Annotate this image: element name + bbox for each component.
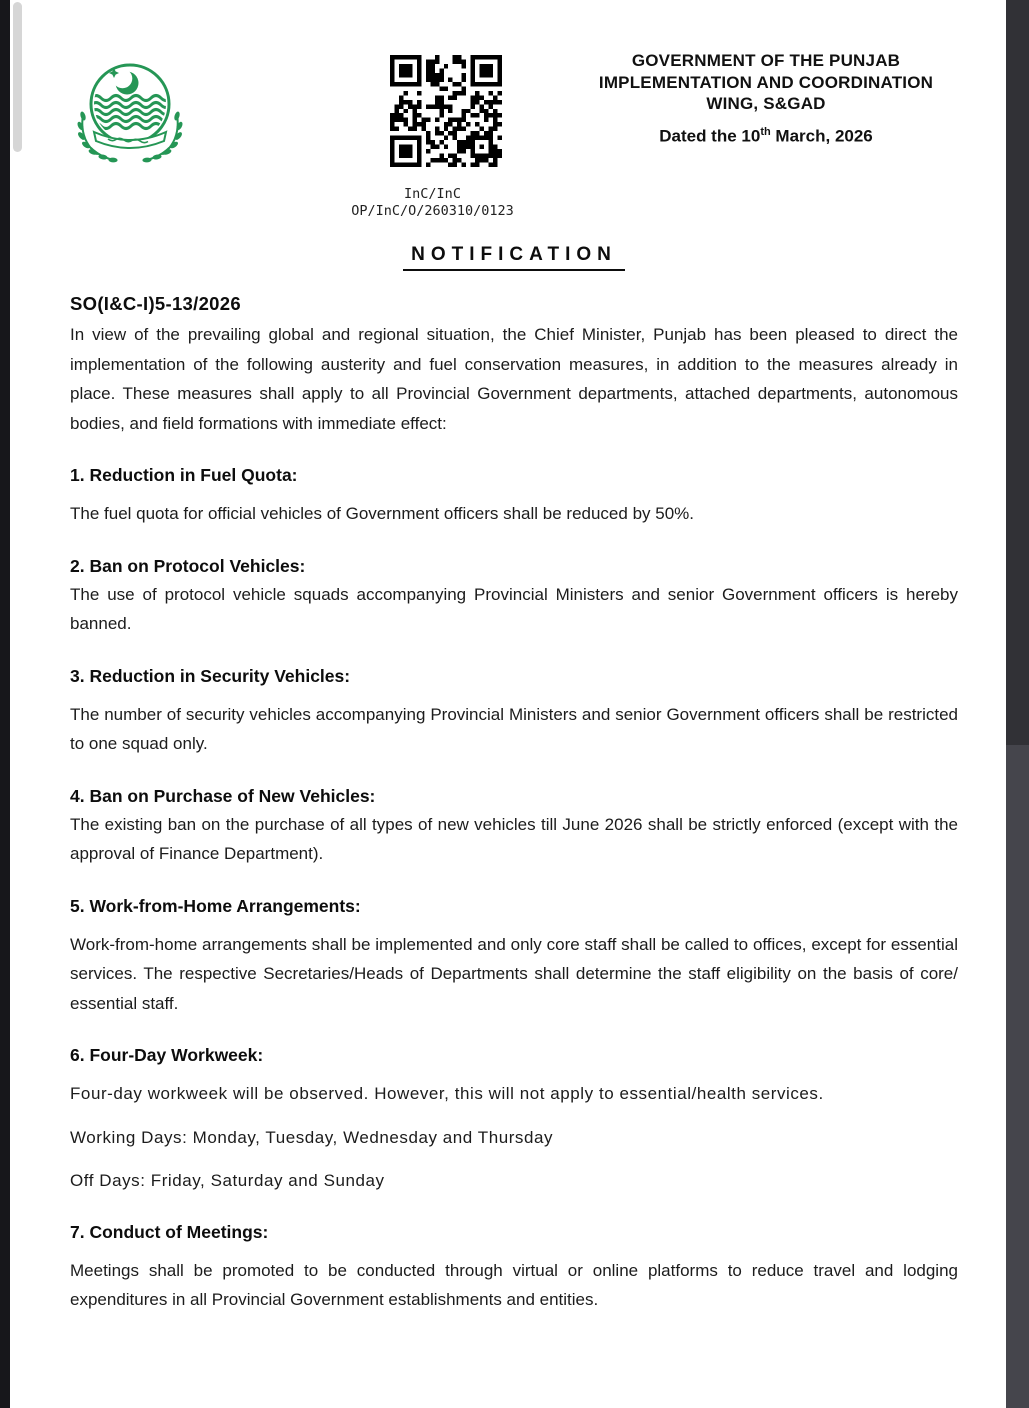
- punjab-government-emblem-logo: [63, 56, 197, 168]
- notification-body: [70, 244, 958, 1315]
- qr-code: [390, 55, 502, 167]
- section-body: Work-from-home arrangements shall be implemented and only core staff shall be called to offices, except for essential services. The respective Secretaries/Heads of Departments shall determine the staff eligibility on the basis of core/ essential staff.: [70, 934, 958, 1013]
- document-date: Dated the 10th March, 2026: [659, 125, 873, 146]
- section-body: Meetings shall be promoted to be conducted through virtual or online platforms to reduce travel and lodging expenditures in all Provincial Government establishments and entities.: [70, 1260, 958, 1309]
- section-body: The fuel quota for official vehicles of Government officers shall be reduced by 50%.: [70, 504, 694, 523]
- qr-caption-line2: OP/InC/O/260310/0123: [351, 203, 514, 219]
- section-heading: 2. Ban on Protocol Vehicles:: [70, 555, 306, 576]
- notification-section: [70, 1222, 958, 1315]
- section-body: The use of protocol vehicle squads accompanying Provincial Ministers and senior Government officers is hereby banned.: [70, 584, 958, 633]
- section-heading: 5. Work-from-Home Arrangements:: [70, 895, 361, 916]
- section-heading: 6. Four-Day Workweek:: [70, 1045, 264, 1065]
- org-name-line3: WING, S&GAD: [706, 94, 826, 113]
- section-heading: 1. Reduction in Fuel Quota:: [70, 465, 298, 485]
- section-extra-line: Off Days: Friday, Saturday and Sunday: [70, 1170, 385, 1190]
- section-body: The existing ban on the purchase of all types of new vehicles till June 2026 shall be strictly enforced (except with the approval of Finance Department).: [70, 814, 958, 863]
- notification-section: [70, 465, 958, 529]
- section-heading: 7. Conduct of Meetings:: [70, 1221, 269, 1242]
- notification-section: [70, 666, 958, 759]
- section-heading: 3. Reduction in Security Vehicles:: [70, 665, 351, 686]
- qr-caption-line1: InC/InC: [404, 186, 461, 202]
- document-title: NOTIFICATION: [403, 244, 625, 271]
- notification-section: [70, 896, 958, 1019]
- notification-section: [70, 556, 958, 639]
- org-name-line1: GOVERNMENT OF THE PUNJAB: [631, 51, 901, 70]
- intro-paragraph: In view of the prevailing global and regional situation, the Chief Minister, Punjab has been pleased to direct the implementation of the following austerity and fuel conservation measures, in addition to the measures already in place. These measures shall apply to all Provincial Government departments, attached departments, autonomous bodies, and field formations with immediate effect:: [70, 325, 958, 433]
- sections-container: [70, 465, 958, 1315]
- section-body: Four-day workweek will be observed. However, this will not apply to essential/health services.: [70, 1084, 824, 1103]
- section-extra-line: Working Days: Monday, Tuesday, Wednesday and Thursday: [70, 1127, 554, 1147]
- reference-number: SO(I&C-I)5-13/2026: [70, 293, 241, 314]
- section-heading: 4. Ban on Purchase of New Vehicles:: [70, 785, 376, 806]
- section-body: The number of security vehicles accompanying Provincial Ministers and senior Government officers shall be restricted to one squad only.: [70, 704, 958, 753]
- org-header: [566, 50, 966, 146]
- qr-caption: [330, 186, 535, 220]
- notification-section: [70, 1045, 958, 1195]
- viewer-right-edge-lower: [1006, 745, 1029, 1408]
- letterhead: [0, 0, 1029, 240]
- org-name-line2: IMPLEMENTATION AND COORDINATION: [598, 72, 934, 92]
- notification-section: [70, 786, 958, 869]
